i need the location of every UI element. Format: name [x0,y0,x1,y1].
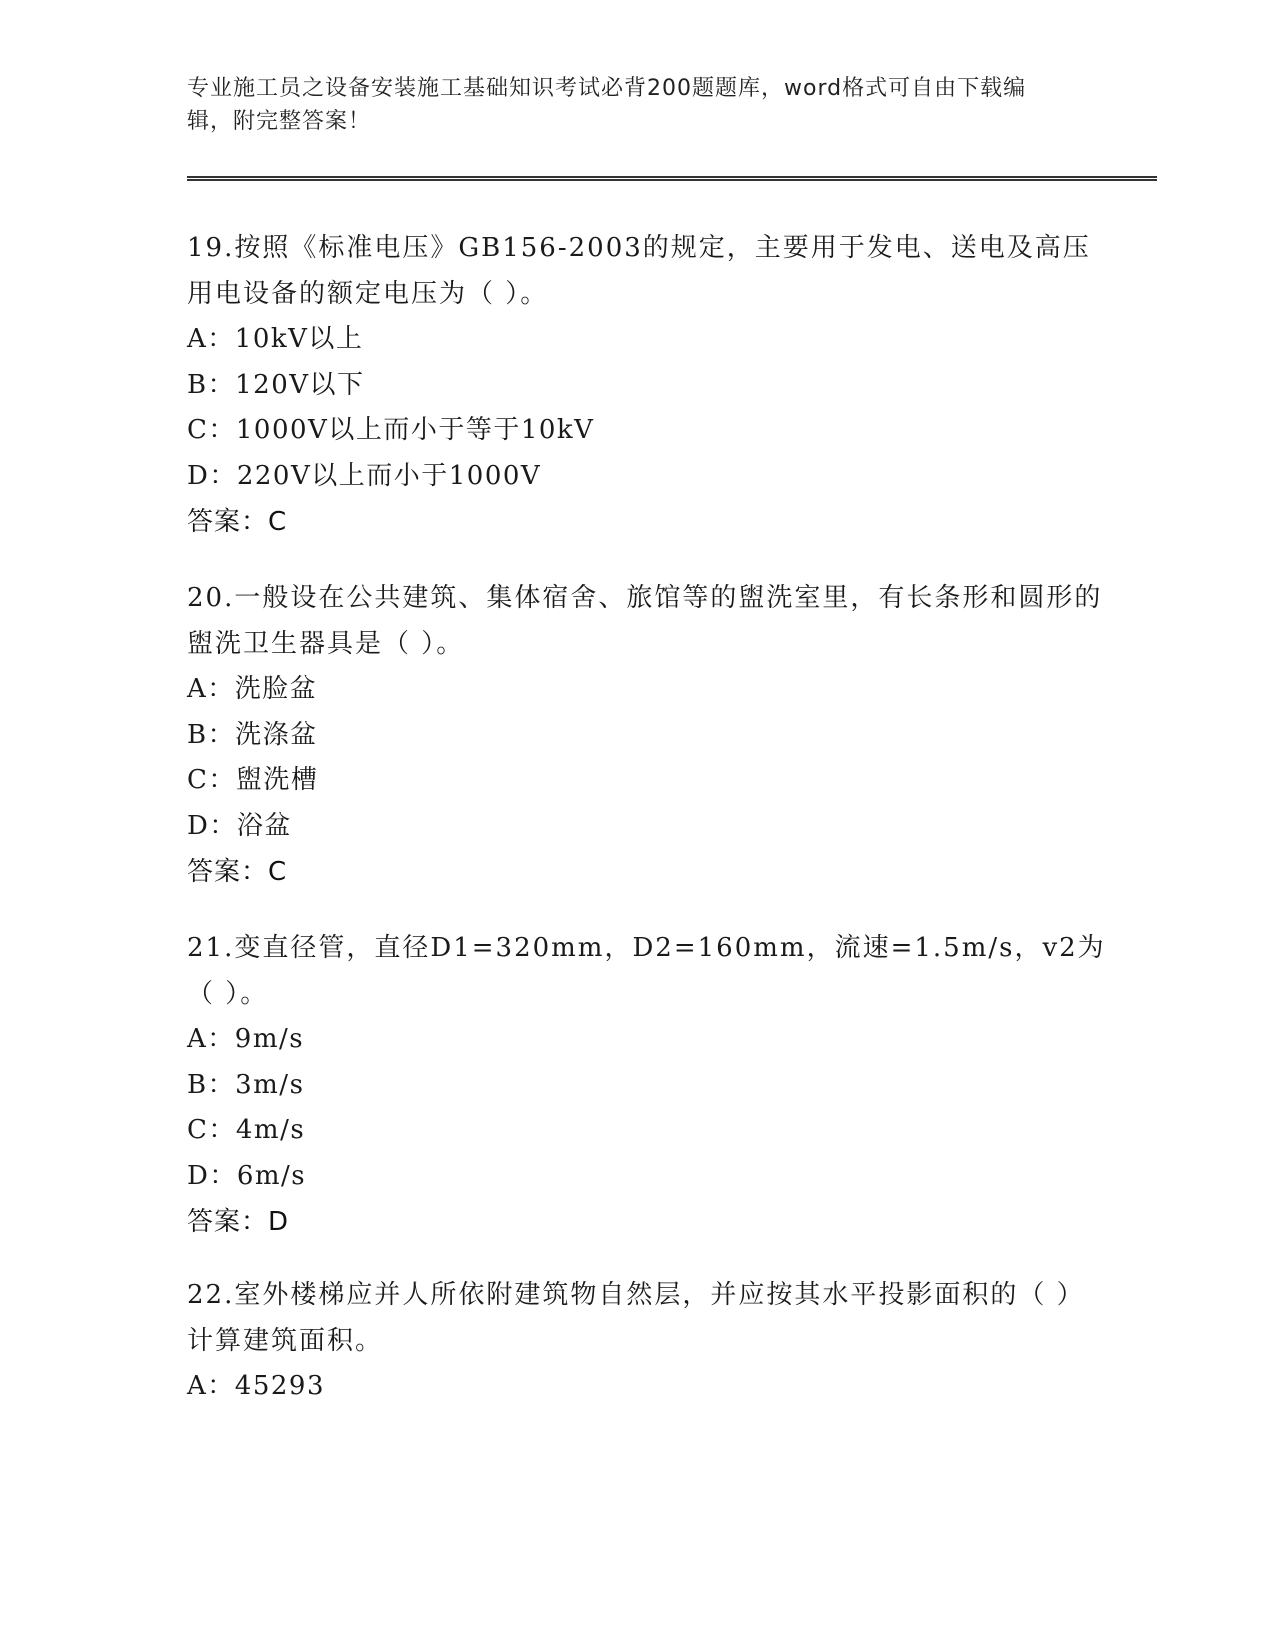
option-d: D：6m/s [187,1160,307,1191]
answer: 答案：D [187,1207,290,1237]
option-c: C：4m/s [187,1115,306,1145]
option-a: A：10kV以上 [187,324,364,354]
option-c: C：盥洗槽 [187,765,319,795]
question-21 [187,925,1107,1245]
option-d: D：浴盆 [187,810,292,841]
answer: 答案：C [187,507,288,537]
option-a: A：9m/s [187,1024,305,1054]
question-stem: 22.室外楼梯应并人所依附建筑物自然层，并应按其水平投影面积的（ ）计算建筑面积。 [187,1280,1085,1356]
question-19 [187,225,1107,545]
option-a: A：45293 [187,1371,325,1401]
question-stem: 21.变直径管，直径D1=320mm，D2=160mm，流速=1.5m/s，v2为（ ）。 [187,933,1106,1009]
option-b: B：120V以下 [187,369,365,400]
header-divider [187,176,1157,181]
option-b: B：3m/s [187,1069,305,1100]
answer: 答案：C [187,857,288,887]
question-20 [187,575,1107,895]
question-stem: 19.按照《标准电压》GB156-2003的规定，主要用于发电、送电及高压用电设备的额定电压为（ ）。 [187,233,1091,309]
option-d: D：220V以上而小于1000V [187,460,542,491]
option-c: C：1000V以上而小于等于10kV [187,415,595,445]
document-header-title: 专业施工员之设备安装施工基础知识考试必背200题题库，word格式可自由下载编辑，附完整答案！ [187,76,1027,134]
question-stem: 20.一般设在公共建筑、集体宿舍、旅馆等的盥洗室里，有长条形和圆形的盥洗卫生器具是（ ）。 [187,583,1103,659]
option-a: A：洗脸盆 [187,674,318,704]
option-b: B：洗涤盆 [187,719,318,750]
question-22 [187,1272,1107,1410]
